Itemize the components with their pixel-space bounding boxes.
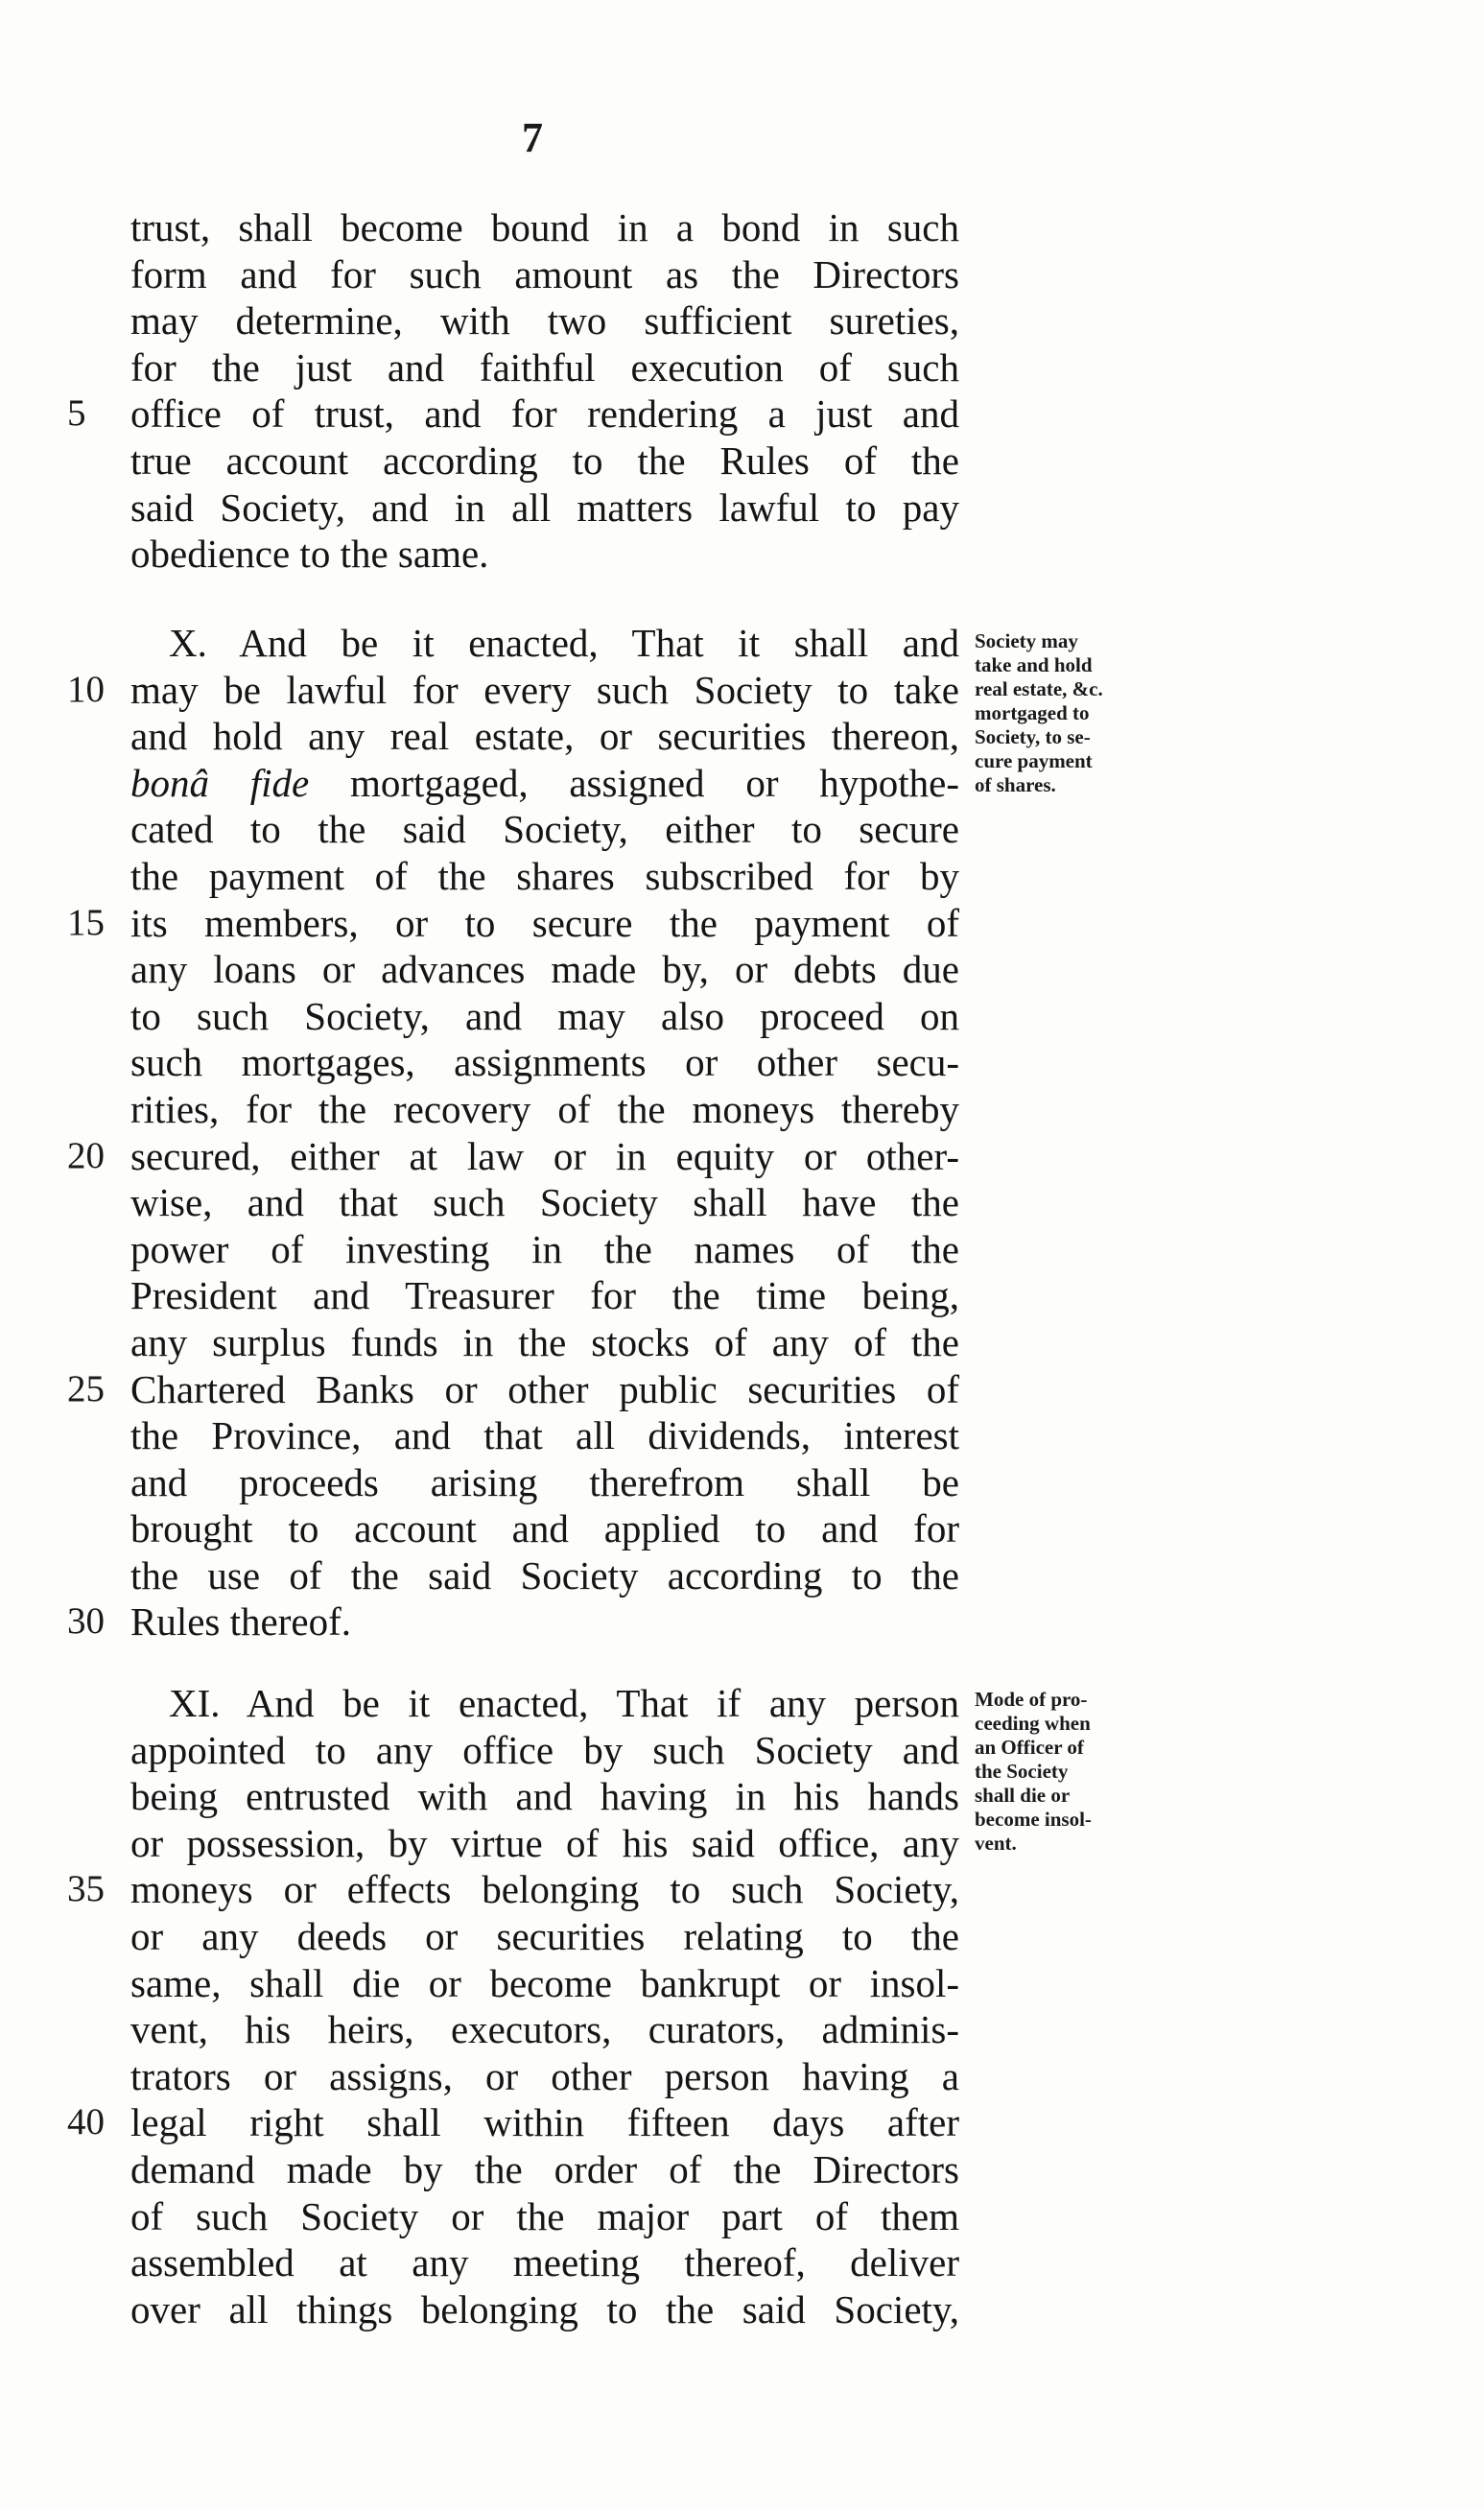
line-number: 40 xyxy=(67,2101,105,2143)
section-xi xyxy=(0,1680,1484,2332)
text-line xyxy=(0,2146,1484,2193)
paragraph-continuation xyxy=(0,204,1484,578)
line-text: any surplus funds in the stocks of any of the xyxy=(130,1319,959,1364)
margin-note-line: of shares. xyxy=(975,773,1056,796)
margin-note-section-x xyxy=(975,629,1166,797)
line-text: or any deeds or securities relating to the xyxy=(130,1913,959,1958)
line-text: trust, shall become bound in a bond in such xyxy=(130,205,959,249)
line-text: the use of the said Society according to the xyxy=(130,1552,959,1598)
line-text: appointed to any office by such Society and xyxy=(130,1727,959,1772)
text-line xyxy=(0,1319,1484,1366)
page-number: 7 xyxy=(522,114,543,161)
text-line xyxy=(0,620,1484,667)
text-line xyxy=(0,391,1484,438)
text-line xyxy=(0,1866,1484,1913)
text-line xyxy=(0,993,1484,1040)
text-line xyxy=(0,853,1484,900)
line-number: 5 xyxy=(67,392,86,435)
line-text: cated to the said Society, either to secure xyxy=(130,807,959,852)
line-text: vent, his heirs, executors, curators, adminis- xyxy=(130,2007,959,2052)
line-text: office of trust, and for rendering a just and xyxy=(130,391,959,437)
text-line xyxy=(0,2099,1484,2146)
text-line xyxy=(0,1366,1484,1413)
line-text: of such Society or the major part of them xyxy=(130,2193,959,2238)
margin-note-line: take and hold xyxy=(975,653,1093,676)
text-line xyxy=(0,1459,1484,1506)
text-line xyxy=(0,1226,1484,1273)
margin-note-line: mortgaged to xyxy=(975,701,1090,724)
text-line xyxy=(0,1727,1484,1774)
line-text: rities, for the recovery of the moneys thereby xyxy=(130,1086,959,1131)
text-line xyxy=(0,1272,1484,1319)
line-text: for the just and faithful execution of such xyxy=(130,344,959,390)
margin-note-line: an Officer of xyxy=(975,1736,1084,1759)
line-text: or possession, by virtue of his said office, any xyxy=(130,1820,959,1865)
text-line xyxy=(0,2193,1484,2240)
text-line xyxy=(0,806,1484,853)
text-line xyxy=(0,2053,1484,2100)
text-line xyxy=(0,485,1484,532)
margin-note-line: the Society xyxy=(975,1760,1069,1783)
line-text: its members, or to secure the payment of xyxy=(130,900,959,945)
line-text: to such Society, and may also proceed on xyxy=(130,993,959,1038)
line-text: the Province, and that all dividends, interest xyxy=(130,1413,959,1458)
margin-note-line: Mode of pro- xyxy=(975,1688,1088,1711)
margin-note-line: ceeding when xyxy=(975,1712,1091,1735)
text-line xyxy=(0,1412,1484,1459)
line-text: being entrusted with and having in his hands xyxy=(130,1774,959,1819)
line-text: Rules thereof. xyxy=(130,1599,351,1645)
margin-note-line: Society, to se- xyxy=(975,725,1091,748)
line-number: 20 xyxy=(67,1134,105,1176)
line-text: said Society, and in all matters lawful to pay xyxy=(130,485,959,530)
line-number: 30 xyxy=(67,1600,105,1643)
margin-note-line: become insol- xyxy=(975,1808,1092,1831)
margin-note-line: cure payment xyxy=(975,749,1093,772)
line-number: 10 xyxy=(67,668,105,710)
text-line xyxy=(0,204,1484,251)
line-text: same, shall die or become bankrupt or insol- xyxy=(130,1960,959,2005)
text-line xyxy=(0,760,1484,807)
section-heading-line: X. And be it enacted, That it shall and xyxy=(169,621,959,665)
text-line xyxy=(0,1680,1484,1727)
line-text: power of investing in the names of the xyxy=(130,1226,959,1271)
margin-note-line: vent. xyxy=(975,1832,1017,1855)
line-text: and proceeds arising therefrom shall be xyxy=(130,1459,959,1504)
text-line xyxy=(0,1179,1484,1226)
text-line xyxy=(0,1086,1484,1133)
text-line xyxy=(0,251,1484,298)
line-text: President and Treasurer for the time being, xyxy=(130,1273,959,1318)
text-line xyxy=(0,946,1484,993)
line-text: may be lawful for every such Society to take xyxy=(130,667,959,712)
line-text: trators or assigns, or other person having a xyxy=(130,2053,959,2098)
line-text: may determine, with two sufficient sureties, xyxy=(130,298,959,343)
latin-phrase: bonâ fide xyxy=(130,760,310,805)
text-line xyxy=(0,531,1484,578)
line-text: legal right shall within fifteen days after xyxy=(130,2100,959,2145)
line-number: 35 xyxy=(67,1868,105,1910)
line-text: assembled at any meeting thereof, deliver xyxy=(130,2240,959,2285)
text-line xyxy=(0,667,1484,714)
line-text: such mortgages, assignments or other secu- xyxy=(130,1040,959,1085)
text-line xyxy=(0,1960,1484,2007)
text-line xyxy=(0,438,1484,485)
text-line xyxy=(0,1505,1484,1552)
line-text: wise, and that such Society shall have the xyxy=(130,1180,959,1225)
line-text: form and for such amount as the Directors xyxy=(130,251,959,296)
line-text: secured, either at law or in equity or other- xyxy=(130,1133,959,1178)
text-line xyxy=(0,1820,1484,1867)
text-line xyxy=(0,297,1484,344)
line-text: demand made by the order of the Directors xyxy=(130,2146,959,2191)
line-text-italic: bonâ fide mortgaged, assigned or hypothe- xyxy=(130,760,959,805)
line-text: any loans or advances made by, or debts due xyxy=(130,947,959,992)
line-number: 15 xyxy=(67,901,105,943)
margin-note-line: real estate, &c. xyxy=(975,677,1103,700)
text-line xyxy=(0,1598,1484,1645)
line-text: obedience to the same. xyxy=(130,532,489,577)
line-text: brought to account and applied to and for xyxy=(130,1506,959,1551)
text-line xyxy=(0,900,1484,947)
margin-note-section-xi xyxy=(975,1688,1166,1856)
section-x xyxy=(0,620,1484,1645)
text-line xyxy=(0,2006,1484,2053)
line-text: Chartered Banks or other public securities of xyxy=(130,1366,959,1411)
text-line xyxy=(0,1913,1484,1960)
margin-note-line: Society may xyxy=(975,629,1078,652)
line-text: true account according to the Rules of the xyxy=(130,438,959,483)
line-number: 25 xyxy=(67,1367,105,1409)
text-line xyxy=(0,1773,1484,1820)
text-line xyxy=(0,2286,1484,2333)
line-text: moneys or effects belonging to such Society, xyxy=(130,1867,959,1912)
text-line xyxy=(0,344,1484,391)
line-text: the payment of the shares subscribed for by xyxy=(130,853,959,898)
text-line xyxy=(0,1039,1484,1086)
text-line xyxy=(0,1133,1484,1180)
line-text: over all things belonging to the said Society, xyxy=(130,2286,959,2331)
line-text: and hold any real estate, or securities thereon, xyxy=(130,714,959,759)
text-line xyxy=(0,2239,1484,2286)
margin-note-line: shall die or xyxy=(975,1784,1071,1807)
section-heading-line: XI. And be it enacted, That if any person xyxy=(169,1681,959,1725)
text-line xyxy=(0,713,1484,760)
text-line xyxy=(0,1552,1484,1599)
